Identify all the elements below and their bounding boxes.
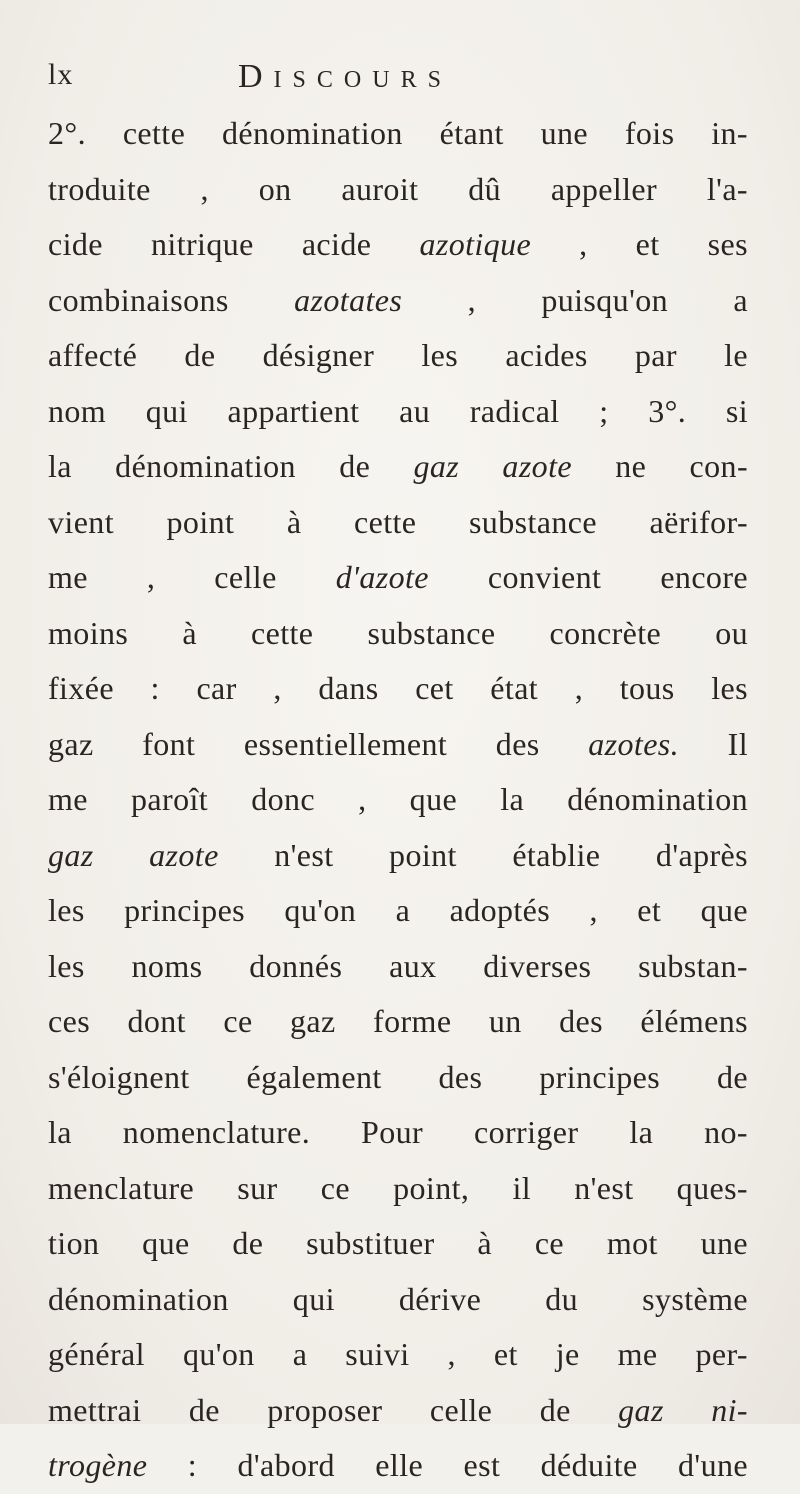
running-title: Discours (238, 58, 452, 95)
italic-term: azotique (419, 226, 532, 262)
text-line (48, 217, 748, 273)
text-segment: 2°. cette dénomination étant une fois in- (48, 115, 748, 151)
italic-term: azotates (294, 281, 403, 318)
italic-term: trogène (48, 1447, 148, 1483)
text-line (48, 1438, 748, 1494)
text-segment: troduite , on auroit dû appeller l'a- (48, 170, 748, 207)
text-segment: , puisqu'on a (402, 281, 748, 318)
text-segment: cide nitrique acide (48, 226, 420, 262)
text-line (48, 939, 748, 995)
text-line (48, 606, 748, 662)
italic-term: azotes. (588, 725, 680, 762)
text-segment: ne con- (571, 448, 748, 484)
text-segment: me , celle (48, 559, 336, 595)
text-segment: les noms donnés aux diverses substan- (48, 947, 748, 984)
text-line (48, 994, 748, 1050)
text-segment: vient point à cette substance aërifor- (48, 503, 748, 540)
text-line (48, 1272, 748, 1328)
text-segment: fixée : car , dans cet état , tous les (48, 670, 748, 706)
text-segment: les principes qu'on a adoptés , et que (48, 892, 748, 928)
text-segment: mettrai de proposer celle de (48, 1391, 619, 1428)
text-segment: , et ses (531, 226, 748, 262)
text-segment: convient encore (428, 559, 748, 595)
text-segment: tion que de substituer à ce mot une (48, 1225, 748, 1261)
text-line (48, 883, 748, 939)
text-line (48, 328, 748, 384)
text-line (48, 162, 748, 218)
text-segment: me paroît donc , que la dénomination (48, 781, 748, 817)
text-segment: s'éloignent également des principes de (48, 1058, 748, 1095)
text-segment: Il (679, 725, 749, 762)
text-line (48, 661, 748, 717)
italic-term: gaz azote (48, 836, 219, 873)
text-line (48, 717, 748, 773)
text-line (48, 772, 748, 828)
running-head (48, 58, 568, 98)
body-text (48, 106, 748, 1494)
text-segment: nom qui appartient au radical ; 3°. si (48, 392, 748, 429)
text-line (48, 384, 748, 440)
text-line (48, 273, 748, 329)
text-line (48, 828, 748, 884)
text-segment: la dénomination de (48, 448, 414, 484)
text-line (48, 1161, 748, 1217)
text-segment: dénomination qui dérive du système (48, 1280, 748, 1317)
text-line (48, 106, 748, 162)
text-line (48, 550, 748, 606)
text-segment: n'est point établie d'après (218, 836, 748, 873)
text-segment: combinaisons (48, 281, 295, 318)
text-line (48, 495, 748, 551)
text-segment: : d'abord elle est déduite d'une (147, 1447, 748, 1483)
italic-term: gaz ni- (618, 1391, 748, 1428)
text-segment: affecté de désigner les acides par le (48, 337, 748, 373)
text-segment: général qu'on a suivi , et je me per- (48, 1336, 748, 1372)
text-line (48, 1105, 748, 1161)
text-line (48, 1383, 748, 1439)
text-line (48, 439, 748, 495)
text-segment: gaz font essentiellement des (48, 725, 589, 762)
text-line (48, 1216, 748, 1272)
text-segment: ces dont ce gaz forme un des élémens (48, 1003, 748, 1039)
text-segment: menclature sur ce point, il n'est ques- (48, 1169, 748, 1206)
text-line (48, 1327, 748, 1383)
page-number: lx (48, 58, 74, 91)
italic-term: d'azote (335, 559, 429, 595)
italic-term: gaz azote (413, 448, 572, 484)
text-line (48, 1050, 748, 1106)
text-segment: la nomenclature. Pour corriger la no- (48, 1114, 748, 1150)
text-segment: moins à cette substance concrète ou (48, 614, 748, 651)
